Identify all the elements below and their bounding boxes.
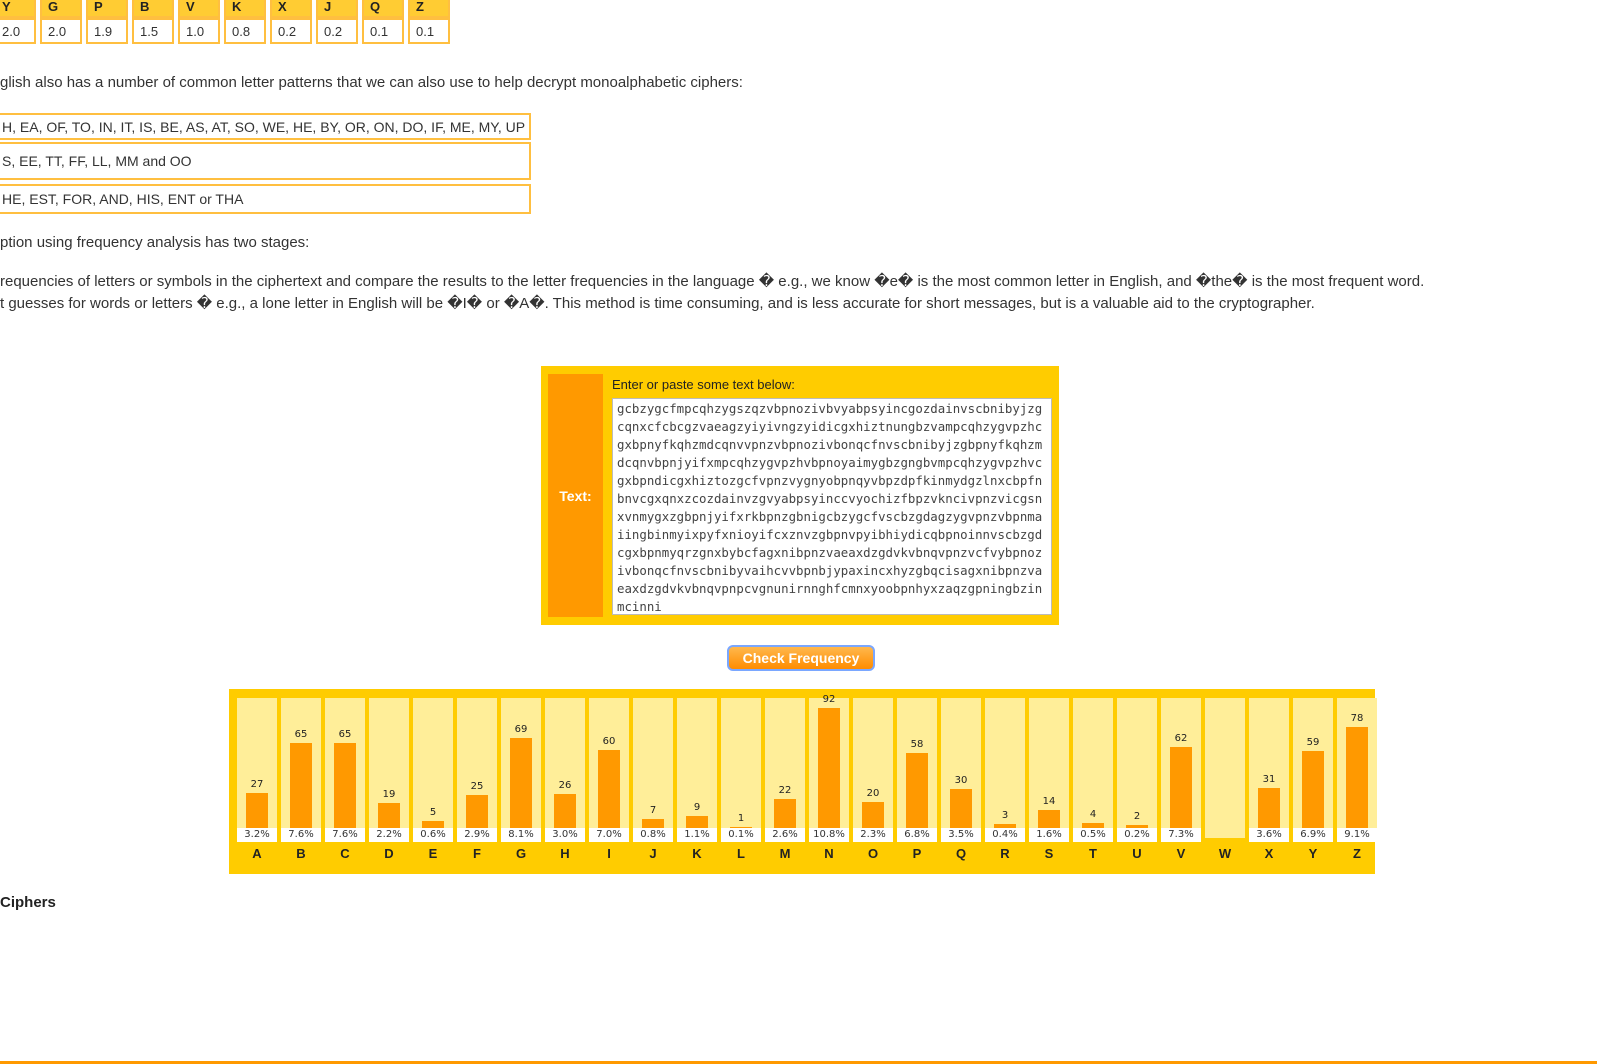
chart-letter-label: H xyxy=(560,846,570,861)
freq-letter: Y xyxy=(0,0,36,18)
freq-value: 0.2 xyxy=(270,18,312,44)
chart-count-label: 65 xyxy=(294,729,308,740)
check-frequency-button[interactable]: Check Frequency xyxy=(727,645,875,671)
chart-letter-label: U xyxy=(1132,846,1142,861)
chart-count-label: 25 xyxy=(470,781,484,792)
chart-bar-e xyxy=(422,821,444,828)
chart-count-label: 3 xyxy=(1001,810,1009,821)
chart-bar-m xyxy=(774,799,796,828)
chart-percent-label: 3.5% xyxy=(941,828,981,842)
chart-count-label: 19 xyxy=(382,789,396,800)
chart-letter-label: B xyxy=(296,846,306,861)
freq-value: 2.0 xyxy=(40,18,82,44)
chart-bar-o xyxy=(862,802,884,828)
text-label: Text: xyxy=(548,374,603,617)
freq-letter: Q xyxy=(362,0,404,18)
chart-percent-label: 1.6% xyxy=(1029,828,1069,842)
chart-letter-label: P xyxy=(912,846,922,861)
chart-bar-y xyxy=(1302,751,1324,828)
chart-count-label: 26 xyxy=(558,780,572,791)
chart-count-label: 59 xyxy=(1306,737,1320,748)
chart-count-label: 7 xyxy=(649,805,657,816)
freq-letter: J xyxy=(316,0,358,18)
freq-letter: B xyxy=(132,0,174,18)
pattern-two-letter-words: H, EA, OF, TO, IN, IT, IS, BE, AS, AT, SO, WE, HE, BY, OR, ON, DO, IF, ME, MY, UP xyxy=(0,113,531,140)
chart-count-label: 14 xyxy=(1042,796,1056,807)
chart-letter-label: A xyxy=(252,846,262,861)
chart-bar-z xyxy=(1346,727,1368,828)
chart-percent-label: 0.2% xyxy=(1117,828,1157,842)
chart-bar-j xyxy=(642,819,664,828)
freq-value: 0.1 xyxy=(408,18,450,44)
ciphertext-input[interactable] xyxy=(612,398,1052,615)
chart-count-label: 20 xyxy=(866,788,880,799)
chart-bar-s xyxy=(1038,810,1060,828)
chart-percent-label: 7.3% xyxy=(1161,828,1201,842)
freq-value: 2.0 xyxy=(0,18,36,44)
freq-letter: V xyxy=(178,0,220,18)
chart-letter-label: L xyxy=(737,846,745,861)
chart-percent-label: 0.1% xyxy=(721,828,761,842)
chart-count-label: 60 xyxy=(602,736,616,747)
chart-letter-label: E xyxy=(428,846,438,861)
freq-letter: X xyxy=(270,0,312,18)
chart-letter-label: C xyxy=(340,846,350,861)
chart-percent-label: 3.2% xyxy=(237,828,277,842)
chart-percent-label: 3.6% xyxy=(1249,828,1289,842)
letter-frequency-table xyxy=(0,0,454,44)
freq-value: 1.0 xyxy=(178,18,220,44)
freq-value: 1.9 xyxy=(86,18,128,44)
chart-percent-label: 9.1% xyxy=(1337,828,1377,842)
chart-bar-n xyxy=(818,708,840,828)
chart-percent-label: 2.2% xyxy=(369,828,409,842)
chart-percent-label: 0.8% xyxy=(633,828,673,842)
section-heading: Ciphers xyxy=(0,894,56,911)
chart-percent-label: 8.1% xyxy=(501,828,541,842)
chart-bar-k xyxy=(686,816,708,828)
chart-count-label: 5 xyxy=(429,807,437,818)
chart-count-label: 31 xyxy=(1262,774,1276,785)
chart-letter-label: I xyxy=(607,846,611,861)
chart-letter-label: J xyxy=(649,846,657,861)
chart-percent-label: 6.9% xyxy=(1293,828,1333,842)
chart-bar-q xyxy=(950,789,972,828)
chart-bar-f xyxy=(466,795,488,828)
chart-count-label: 4 xyxy=(1089,809,1097,820)
chart-letter-label: G xyxy=(515,846,527,861)
freq-letter: Z xyxy=(408,0,450,18)
stage-line-1: requencies of letters or symbols in the ciphertext and compare the results to the letter frequencies in the language � e.g., we know �e� is the most common letter in English, and �the� is the most frequent word. xyxy=(0,273,1425,290)
chart-letter-label: F xyxy=(473,846,481,861)
chart-letter-label: M xyxy=(779,846,791,861)
chart-letter-label: S xyxy=(1044,846,1054,861)
frequency-tool-panel xyxy=(541,366,1059,625)
chart-percent-label: 7.6% xyxy=(325,828,365,842)
chart-letter-label: N xyxy=(824,846,834,861)
chart-count-label: 22 xyxy=(778,785,792,796)
chart-count-label: 27 xyxy=(250,779,264,790)
chart-letter-label: Y xyxy=(1308,846,1318,861)
stage-line-2: t guesses for words or letters � e.g., a lone letter in English will be �I� or �A�. This method is time consuming, and is less accurate for short messages, but is a valuable aid to the cryptographer. xyxy=(0,295,1315,312)
chart-bar-h xyxy=(554,794,576,828)
chart-bar-b xyxy=(290,743,312,828)
chart-count-label: 9 xyxy=(693,802,701,813)
chart-letter-label: X xyxy=(1264,846,1274,861)
freq-letter: G xyxy=(40,0,82,18)
chart-percent-label: 7.6% xyxy=(281,828,321,842)
chart-count-label: 1 xyxy=(737,813,745,824)
freq-value: 0.8 xyxy=(224,18,266,44)
chart-count-label: 65 xyxy=(338,729,352,740)
chart-count-label: 92 xyxy=(822,694,836,705)
chart-column-j xyxy=(633,698,673,838)
chart-percent-label: 3.0% xyxy=(545,828,585,842)
chart-count-label: 69 xyxy=(514,724,528,735)
chart-percent-label: 2.6% xyxy=(765,828,805,842)
chart-percent-label: 1.1% xyxy=(677,828,717,842)
chart-bar-v xyxy=(1170,747,1192,828)
freq-table-header-row xyxy=(0,0,450,18)
chart-count-label: 78 xyxy=(1350,713,1364,724)
chart-bar-i xyxy=(598,750,620,828)
stages-paragraph: ption using frequency analysis has two stages: xyxy=(0,234,310,251)
chart-percent-label: 0.4% xyxy=(985,828,1025,842)
chart-bar-g xyxy=(510,738,532,828)
chart-percent-label: 2.9% xyxy=(457,828,497,842)
freq-table-value-row xyxy=(0,18,450,44)
pattern-trigrams: HE, EST, FOR, AND, HIS, ENT or THA xyxy=(0,184,531,214)
chart-letter-label: T xyxy=(1089,846,1097,861)
chart-count-label: 2 xyxy=(1133,811,1141,822)
frequency-bar-chart xyxy=(229,689,1375,874)
freq-letter: P xyxy=(86,0,128,18)
chart-letter-label: W xyxy=(1218,846,1232,861)
chart-bar-x xyxy=(1258,788,1280,828)
chart-percent-label: 7.0% xyxy=(589,828,629,842)
pattern-double-letters: S, EE, TT, FF, LL, MM and OO xyxy=(0,142,531,180)
chart-bar-d xyxy=(378,803,400,828)
chart-percent-label: 6.8% xyxy=(897,828,937,842)
intro-paragraph: glish also has a number of common letter patterns that we can also use to help decrypt monoalphabetic ciphers: xyxy=(0,74,743,91)
chart-count-label: 58 xyxy=(910,739,924,750)
chart-column-w xyxy=(1205,698,1245,838)
chart-letter-label: K xyxy=(692,846,702,861)
chart-count-label: 30 xyxy=(954,775,968,786)
chart-bar-p xyxy=(906,753,928,828)
chart-bar-c xyxy=(334,743,356,828)
chart-percent-label: 2.3% xyxy=(853,828,893,842)
chart-letter-label: R xyxy=(1000,846,1010,861)
chart-bar-a xyxy=(246,793,268,828)
chart-percent-label: 0.6% xyxy=(413,828,453,842)
text-prompt: Enter or paste some text below: xyxy=(612,377,795,392)
chart-percent-label: 0.5% xyxy=(1073,828,1113,842)
freq-value: 0.1 xyxy=(362,18,404,44)
chart-letter-label: Q xyxy=(955,846,967,861)
freq-value: 0.2 xyxy=(316,18,358,44)
freq-value: 1.5 xyxy=(132,18,174,44)
chart-letter-label: Z xyxy=(1353,846,1361,861)
freq-letter: K xyxy=(224,0,266,18)
chart-letter-label: V xyxy=(1176,846,1186,861)
chart-percent-label: 10.8% xyxy=(809,828,849,842)
chart-count-label: 62 xyxy=(1174,733,1188,744)
chart-letter-label: O xyxy=(867,846,879,861)
chart-letter-label: D xyxy=(384,846,394,861)
